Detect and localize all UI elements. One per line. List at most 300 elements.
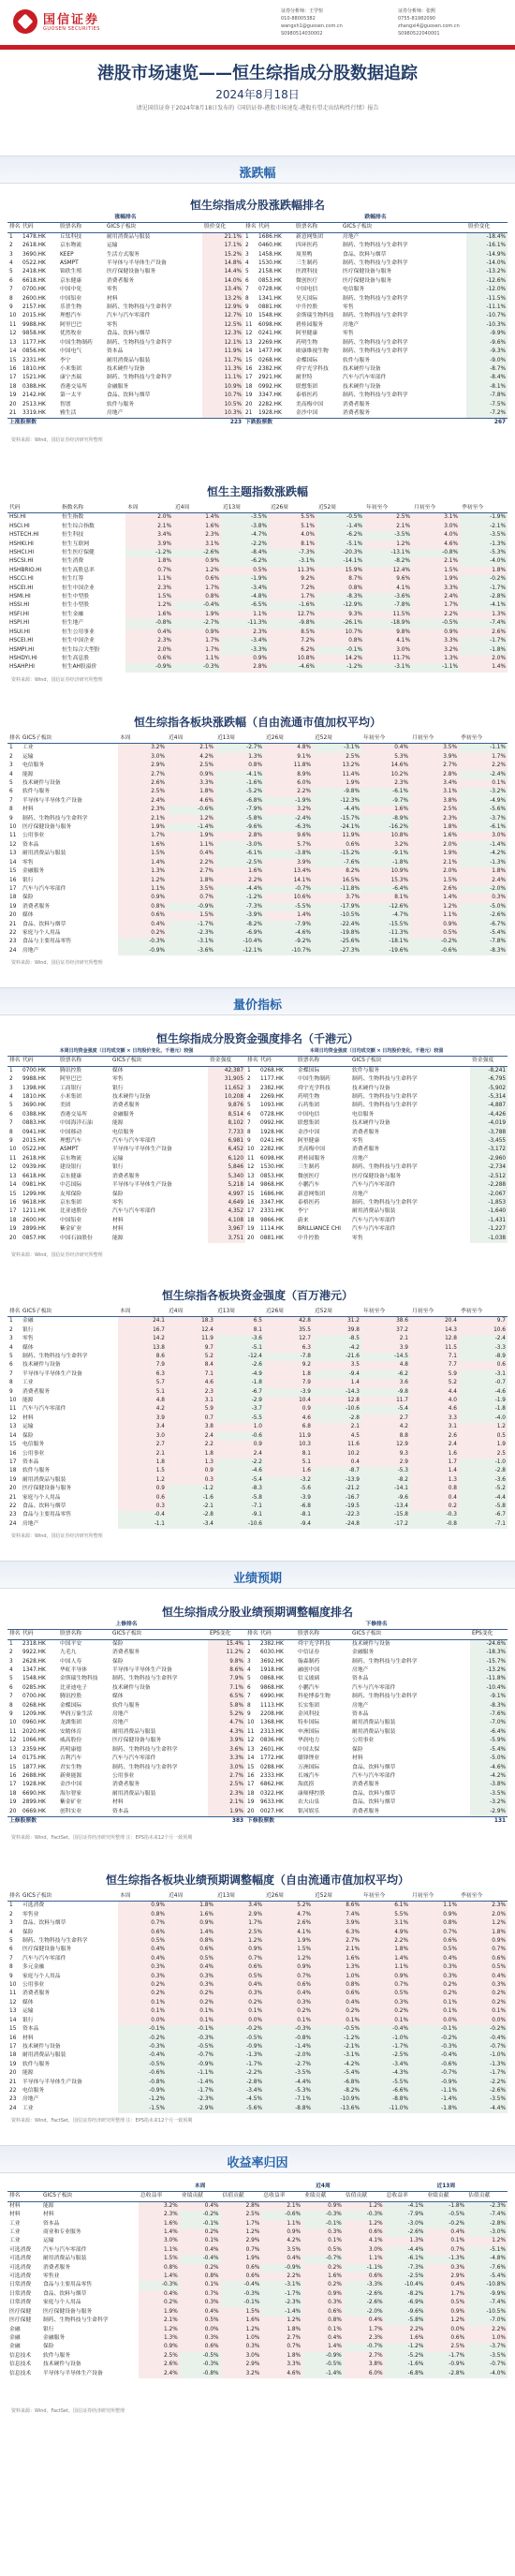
- t3-cell: 2.1%: [410, 859, 459, 867]
- t2-row: [7, 593, 508, 601]
- t5-cell: -12.4: [215, 1353, 264, 1361]
- t5-cell: 31.2: [313, 1317, 361, 1326]
- t2-cell: 14.2%: [316, 655, 364, 663]
- t7-cell: 4.1%: [264, 1929, 313, 1937]
- t8-cell: -7.4%: [466, 2299, 508, 2307]
- t7-cell: 2.6%: [264, 1919, 313, 1928]
- t7-col-header: 近52周: [313, 1892, 361, 1902]
- t8-cell: 保险: [43, 2344, 54, 2350]
- t5-cell: 1.2: [118, 1476, 167, 1485]
- t8-cell: 运输: [43, 2238, 54, 2244]
- t6-cell: -15.7%: [470, 1658, 508, 1666]
- t8-cell: -5.8%: [385, 2317, 426, 2325]
- t1-col-header: 代码: [21, 223, 58, 232]
- t3-cell: -5.4%: [459, 929, 508, 938]
- t5-cell: 2: [9, 1326, 13, 1333]
- brand-name-cn: 国信证券: [43, 13, 100, 27]
- t5-cell: -8.5: [313, 1335, 361, 1343]
- t3-cell: 14.1%: [264, 877, 313, 885]
- t7-row: [7, 2061, 508, 2069]
- t6-row: [7, 1658, 508, 1666]
- t8-cell: 0.1%: [180, 2237, 221, 2245]
- t4-row: [7, 1111, 508, 1119]
- t1-cell: 0522.HK: [22, 260, 46, 267]
- t3-cell: 3.9%: [410, 753, 459, 762]
- t5-cell: -13.4: [361, 1503, 410, 1511]
- t6-row: [7, 1781, 508, 1789]
- t1-cell: 17: [245, 375, 253, 381]
- t8-cell: 2.7%: [344, 2352, 385, 2361]
- t7-cell: 8.6%: [313, 1902, 361, 1911]
- t5-cell: -8.9: [459, 1353, 508, 1361]
- t3-cell: -4.9%: [459, 797, 508, 806]
- t8-cell: 0.6%: [221, 2264, 262, 2273]
- t4-cell: 10,208: [208, 1093, 245, 1102]
- t3-cell: -6.1%: [459, 823, 508, 832]
- t1-cell: 理想汽车: [60, 313, 82, 319]
- t5-cell: 电信服务: [22, 1442, 45, 1448]
- t8-cell: 0.4%: [302, 2334, 344, 2343]
- t6-cell: 3: [247, 1658, 251, 1665]
- t4-cell: 2331.HK: [260, 1208, 284, 1215]
- t7-cell: -5.6%: [215, 2105, 264, 2113]
- t5-cell: 食品、饮料与烟草: [22, 1503, 66, 1509]
- t4-cell: 6: [247, 1111, 251, 1118]
- t7-cell: -1.7%: [215, 2061, 264, 2069]
- t6-cell: 房地产: [352, 1702, 369, 1709]
- t7-table-wrap: [7, 1892, 508, 2113]
- t7-cell: 0.2%: [410, 1990, 459, 1998]
- t8-cell: 0.3%: [302, 2228, 344, 2237]
- t1-cell: 制药、生物科技与生命科学: [343, 295, 408, 302]
- t4-cell: 比亚迪股份: [60, 1208, 87, 1215]
- t2-row: [7, 585, 508, 593]
- t4-cell: 11,652: [208, 1085, 245, 1093]
- t1-cell: 运输: [107, 243, 118, 249]
- t2-cell: -0.4%: [173, 601, 221, 610]
- t5-col-header: 近26周: [264, 1308, 313, 1317]
- t1-cell: 食品、饮料与烟草: [107, 331, 151, 337]
- t1-foot-up-label: 上涨股票数: [7, 419, 202, 428]
- t2-cell: 1.6%: [173, 523, 221, 531]
- t6-cell: 0700.HK: [22, 1694, 46, 1700]
- t2-cell: 1.9%: [173, 611, 221, 619]
- t6-cell: 九毛九: [60, 1650, 77, 1656]
- t7-cell: -8.2%: [313, 2087, 361, 2095]
- t3-cell: -6.1%: [361, 788, 410, 796]
- t6-cell: 技术硬件与设备: [112, 1684, 151, 1691]
- t7-cell: 房地产: [22, 2096, 39, 2103]
- t3-cell: 1.9%: [118, 823, 167, 832]
- t1-cell: 11.7%: [202, 357, 243, 365]
- t6-cell: 9.8%: [208, 1658, 245, 1666]
- t4-cell: 0881.HK: [260, 1235, 284, 1241]
- t5-cell: 9: [9, 1388, 13, 1395]
- t6-cell: 8.6%: [208, 1666, 245, 1675]
- t3-cell: 技术硬件与设备: [22, 780, 61, 787]
- t5-cell: 16.7: [118, 1326, 167, 1335]
- t6-cell: 小鹏汽车: [298, 1684, 320, 1691]
- t2-cell: 0.6%: [125, 655, 173, 663]
- t6-foot-up-label: 上修股票数: [7, 1816, 208, 1826]
- t8-cell: 1.1%: [139, 2246, 180, 2255]
- t5-cell: -17.2: [361, 1520, 410, 1529]
- t2-cell: 2.0%: [125, 646, 173, 655]
- t5-row: [7, 1361, 508, 1369]
- t6-cell: 2688.HK: [22, 1772, 46, 1779]
- t8-cell: 0.9%: [302, 2201, 344, 2211]
- t4-cell: 15: [247, 1191, 255, 1197]
- t6-cell: 金融服务: [352, 1650, 375, 1656]
- t7-cell: 0.2%: [264, 2007, 313, 2016]
- t6-cell: 19: [9, 1799, 17, 1806]
- t6-cell: 制药、生物科技与生命科学: [112, 1746, 178, 1753]
- t7-cell: 0.6%: [118, 1929, 167, 1937]
- t3-cell: 4.6%: [167, 797, 215, 806]
- t5-col-header: GICS子板块: [21, 1308, 118, 1317]
- t2-cell: -2.1%: [460, 523, 508, 531]
- t4-row: [7, 1119, 508, 1128]
- t5-cell: 16: [9, 1450, 17, 1457]
- t7-cell: -1.4%: [410, 2095, 459, 2104]
- t1-cell: 技术硬件与设备: [343, 365, 381, 372]
- t1-row: [7, 365, 508, 374]
- t3-cell: -8.3%: [459, 947, 508, 955]
- t7-cell: -0.8%: [264, 2035, 313, 2043]
- t7-cell: 1.2%: [215, 1937, 264, 1946]
- t2-col-header: 季初至今: [460, 504, 508, 513]
- t7-cell: -11.0%: [361, 2105, 410, 2113]
- t1-cell: 生活方式服务: [107, 251, 140, 258]
- t7-cell: -3.1%: [313, 2051, 361, 2060]
- t6-cell: 房地产: [112, 1711, 129, 1718]
- t2-cell: -6.5%: [221, 601, 269, 610]
- t8-row: [7, 2201, 508, 2211]
- t1-cell: 2418.HK: [22, 269, 46, 275]
- t3-cell: 13: [9, 851, 17, 857]
- t5-cell: -13.9: [313, 1476, 361, 1485]
- t3-cell: 2.5%: [167, 762, 215, 770]
- t5-cell: 5: [9, 1354, 13, 1360]
- t5-cell: 1.7: [410, 1458, 459, 1467]
- disclaimer-text: 请见国信证券于2024年8月18日发布的《国信证券-港股市场速览-港股有望走出结构性行情》报告: [136, 105, 379, 111]
- t8-cell: 0.3%: [425, 2264, 466, 2273]
- t6-cell: 5.2%: [208, 1710, 245, 1719]
- t1-cell: 20: [9, 401, 17, 407]
- t5-cell: -1.1: [118, 1520, 167, 1529]
- t7-cell: -5.4%: [313, 2069, 361, 2078]
- t2-cell: HSCI.HI: [9, 523, 30, 529]
- t6-cell: 3.0%: [208, 1764, 245, 1772]
- t8-cell: -5.2%: [385, 2352, 426, 2361]
- t1-cell: 周黑鸭: [296, 251, 313, 258]
- t5-row: [7, 1405, 508, 1414]
- t5-table: [7, 1308, 508, 1529]
- t2-cell: -4.6%: [269, 663, 316, 672]
- t1-foot-up-value: 223: [202, 419, 243, 428]
- t7-cell: 0.3%: [167, 1981, 215, 1990]
- t5-cell: 6.8: [264, 1423, 313, 1431]
- t7-cell: 0.2%: [313, 2007, 361, 2016]
- t5-cell: 24: [9, 1520, 17, 1527]
- t4-cell: 耐用消费品与服装: [352, 1208, 396, 1215]
- t6-cell: 15.4%: [208, 1639, 245, 1649]
- t1-cell: 制药、生物科技与生命科学: [343, 348, 408, 355]
- t1-cell: 0853.HK: [258, 277, 282, 284]
- t4-cell: 媒体: [112, 1067, 124, 1073]
- t8-cell: 3.3%: [261, 2361, 302, 2369]
- t7-cell: -2.8%: [215, 2079, 264, 2087]
- t8-cell: 1.5%: [221, 2308, 262, 2317]
- t1-cell: 联想集团: [296, 383, 318, 390]
- t7-cell: 4.7%: [264, 1911, 313, 1919]
- t6-cell: -9.1%: [470, 1693, 508, 1701]
- t2-cell: 0.8%: [173, 593, 221, 601]
- t1-cell: 零售: [343, 331, 354, 337]
- t1-cell: KEEP: [60, 251, 74, 258]
- t5-cell: 2.4: [215, 1450, 264, 1458]
- t1-cell: 3347.HK: [258, 392, 282, 399]
- t7-cell: 0.1%: [118, 2007, 167, 2016]
- t3-cell: 2.5%: [118, 788, 167, 796]
- t6-cell: 20: [9, 1808, 17, 1814]
- t1-row: [7, 330, 508, 338]
- t2-cell: -4.8%: [221, 593, 269, 601]
- t6-cell: 技术硬件与设备: [352, 1640, 390, 1647]
- t4-col-header: 排名: [245, 1057, 258, 1066]
- t1-cell: 20: [245, 401, 253, 407]
- t5-cell: 6.3: [118, 1370, 167, 1379]
- t8-cell: 0.7%: [425, 2246, 466, 2255]
- t1-cell: 中国中免: [60, 287, 82, 293]
- t3-source-note: 资料来源：Wind，国信证券经济研究所整理: [11, 960, 103, 966]
- t6-cell: 9633.HK: [260, 1799, 284, 1806]
- t4-cell: 5,846: [208, 1163, 245, 1172]
- t7-cell: -4.4%: [264, 2079, 313, 2087]
- t4-cell: 微创医疗: [298, 1173, 320, 1179]
- t4-cell: 0388.HK: [22, 1111, 46, 1118]
- t3-cell: 2.4%: [118, 797, 167, 806]
- t6-cell: 资本品: [352, 1711, 369, 1718]
- t3-cell: -18.1%: [361, 938, 410, 946]
- t8-cell: 汽车与汽车零部件: [43, 2246, 87, 2253]
- t7-row: [7, 2051, 508, 2060]
- t7-cell: 公用事业: [22, 1982, 45, 1989]
- t3-cell: 资本品: [22, 841, 39, 848]
- t8-cell: 0.7%: [180, 2290, 221, 2299]
- t2-cell: 1.8%: [460, 567, 508, 575]
- t7-cell: 14: [9, 2017, 17, 2023]
- t4-cell: 香港交易所: [60, 1111, 87, 1118]
- t1-cell: -10.7%: [466, 312, 508, 320]
- t5-cell: -14.3: [313, 1388, 361, 1397]
- t5-cell: 4.0: [410, 1397, 459, 1405]
- t1-cell: 12: [245, 331, 253, 337]
- t3-cell: 3: [9, 762, 13, 769]
- t3-cell: 10.9%: [361, 867, 410, 876]
- t1-cell: 14.8%: [202, 259, 243, 268]
- t8-cell: -0.3%: [302, 2211, 344, 2219]
- t6-cell: 房地产: [352, 1667, 369, 1674]
- t5-cell: 2.1: [361, 1335, 410, 1343]
- t6-cell: 3.6%: [208, 1746, 245, 1754]
- t5-cell: 2.4: [410, 1441, 459, 1449]
- t7-row: [7, 2105, 508, 2113]
- t7-cell: 0.4%: [264, 1990, 313, 1998]
- t5-row: [7, 1379, 508, 1387]
- t6-cell: 7.9%: [208, 1675, 245, 1683]
- t7-cell: 0.2%: [215, 1999, 264, 2007]
- t8-cell: 1.2%: [466, 2237, 508, 2245]
- t4-cell: 12: [9, 1164, 17, 1171]
- t4-cell: 2015.HK: [22, 1138, 46, 1145]
- t7-cell: 0.9%: [361, 1973, 410, 1981]
- t8-cell: 0.0%: [180, 2326, 221, 2334]
- t6-cell: 汽车与汽车零部件: [352, 1684, 396, 1691]
- t7-cell: 7: [9, 1955, 13, 1962]
- t3-row: [7, 815, 508, 823]
- t7-cell: 0.4%: [459, 1973, 508, 1981]
- t5-cell: 17: [9, 1458, 17, 1465]
- t8-cell: 0.9%: [261, 2228, 302, 2237]
- t3-cell: -5.8%: [215, 815, 264, 823]
- t5-cell: -0.7: [459, 1379, 508, 1387]
- t8-cell: 0.1%: [302, 2237, 344, 2245]
- t2-cell: 11.7%: [364, 655, 412, 663]
- t3-cell: 2.7%: [410, 762, 459, 770]
- t8-cell: 0.5%: [180, 2317, 221, 2325]
- t8-cell: 家庭与个人用品: [43, 2300, 81, 2306]
- t4-table: [7, 1047, 508, 1243]
- t4-cell: 11: [247, 1155, 255, 1162]
- t6-cell: 20: [247, 1808, 255, 1814]
- t1-cell: 9: [245, 304, 249, 311]
- t6-cell: 0285.HK: [22, 1684, 46, 1691]
- t8-cell: 0.9%: [425, 2308, 466, 2317]
- t8-col-header: 业绩贡献: [302, 2192, 344, 2201]
- t3-cell: 1.5%: [118, 850, 167, 858]
- t7-cell: 0.2%: [410, 1981, 459, 1990]
- t7-cell: -0.5%: [313, 2025, 361, 2034]
- t6-cell: 7.1%: [208, 1684, 245, 1693]
- t4-row: [7, 1173, 508, 1181]
- t5-cell: 3.1: [167, 1397, 215, 1405]
- t1-cell: 零售: [107, 287, 118, 293]
- analyst-2: 证券分析师：张熙 0755-81982090 zhangxi4@guosen.com.cn S0980522040001: [398, 8, 460, 37]
- t1-cell: -18.4%: [466, 232, 508, 242]
- t7-row: [7, 1955, 508, 1963]
- t5-cell: -5.2: [459, 1485, 508, 1493]
- t8-cell: -0.2%: [180, 2211, 221, 2219]
- t2-cell: -1.2%: [316, 663, 364, 672]
- t3-cell: -2.6%: [459, 911, 508, 920]
- section-band-volume: 量价指标: [0, 987, 515, 1015]
- t8-cell: 2.8%: [221, 2201, 262, 2211]
- t3-cell: -0.6%: [167, 806, 215, 814]
- t1-cell: 技术硬件与设备: [343, 383, 381, 390]
- t6-col-header: GICS子板块: [110, 1630, 208, 1639]
- t5-cell: 7.9: [118, 1361, 167, 1369]
- t2-cell: -1.4%: [316, 523, 364, 531]
- t6-cell: -3.8%: [470, 1781, 508, 1789]
- t6-cell: 中信证券: [298, 1650, 320, 1656]
- t2-cell: 恒生地产: [62, 620, 84, 627]
- t1-cell: 19: [9, 392, 17, 399]
- t5-cell: 9.7: [167, 1344, 215, 1353]
- t1-cell: 金沙中国: [296, 409, 318, 416]
- t4-cell: 13: [247, 1173, 255, 1179]
- t5-cell: 半导体与半导体生产设备: [22, 1370, 82, 1377]
- t6-cell: -4.6%: [470, 1764, 508, 1772]
- t6-cell: 万洲国际: [298, 1764, 320, 1770]
- t6-cell: 0836.HK: [260, 1738, 284, 1744]
- t4-row: [7, 1235, 508, 1243]
- t7-cell: 0.3%: [410, 1973, 459, 1981]
- t7-cell: 工业: [22, 2105, 34, 2111]
- t7-cell: -2.1%: [313, 2043, 361, 2051]
- t3-cell: -10.7%: [264, 947, 313, 955]
- t1-cell: 碧桂园服务: [296, 321, 324, 328]
- t4-cell: -2,734: [470, 1163, 508, 1172]
- t1-row: [7, 409, 508, 419]
- t7-col-header: 近13周: [215, 1892, 264, 1902]
- t1-cell: 舜宇光学科技: [296, 365, 329, 372]
- t7-row: [7, 2025, 508, 2034]
- t8-cell: -0.7%: [302, 2255, 344, 2263]
- t8-cell: 0.6%: [302, 2308, 344, 2317]
- t6-row: [7, 1666, 508, 1675]
- t2-cell: 恒生中国企业: [62, 585, 95, 591]
- t1-down-header: 跌幅排名: [243, 214, 508, 223]
- t7-cell: 0.8%: [410, 1919, 459, 1928]
- t5-cell: -6.2: [361, 1370, 410, 1379]
- t1-cell: -11.1%: [466, 303, 508, 312]
- t2-cell: 15.9%: [316, 567, 364, 575]
- brand-logo: [13, 7, 114, 36]
- t4-cell: 12: [247, 1164, 255, 1171]
- t4-cell: 9: [9, 1138, 13, 1145]
- t8-cell: 0.8%: [139, 2264, 180, 2273]
- t3-cell: -3.2%: [459, 788, 508, 796]
- t5-cell: 9.2: [264, 1361, 313, 1369]
- t8-cell: -0.7%: [344, 2343, 385, 2351]
- t1-cell: 丘钛科技: [60, 233, 82, 240]
- t7-cell: 16: [9, 2035, 17, 2041]
- t8-row: [7, 2228, 508, 2237]
- t6-cell: 公用事业: [352, 1738, 375, 1744]
- t1-cell: 6: [245, 277, 249, 284]
- t1-cell: 欧康维视生物: [296, 348, 329, 355]
- t6-cell: 耐用消费品与服装: [352, 1728, 396, 1735]
- t7-cell: -1.7%: [361, 2043, 410, 2051]
- t1-row: [7, 259, 508, 268]
- t4-cell: 能源: [112, 1235, 124, 1241]
- t6-row: [7, 1649, 508, 1657]
- t7-cell: 1.4%: [361, 1955, 410, 1963]
- t8-cell: -0.3%: [139, 2281, 180, 2289]
- t5-cell: 8.4: [167, 1361, 215, 1369]
- t6-cell: -18.3%: [470, 1649, 508, 1657]
- t3-cell: 半导体与半导体生产设备: [22, 797, 82, 804]
- t1-cell: 2618.HK: [22, 243, 46, 249]
- t2-cell: 4.1%: [364, 637, 412, 645]
- t4-cell: 中国铝业: [60, 1217, 82, 1223]
- t2-cell: 1.1%: [173, 655, 221, 663]
- t7-cell: 0.1%: [410, 1999, 459, 2007]
- t5-row: [7, 1317, 508, 1326]
- t2-cell: HSMPI.HI: [9, 646, 35, 653]
- t2-cell: 恒生综合大型股: [62, 646, 100, 653]
